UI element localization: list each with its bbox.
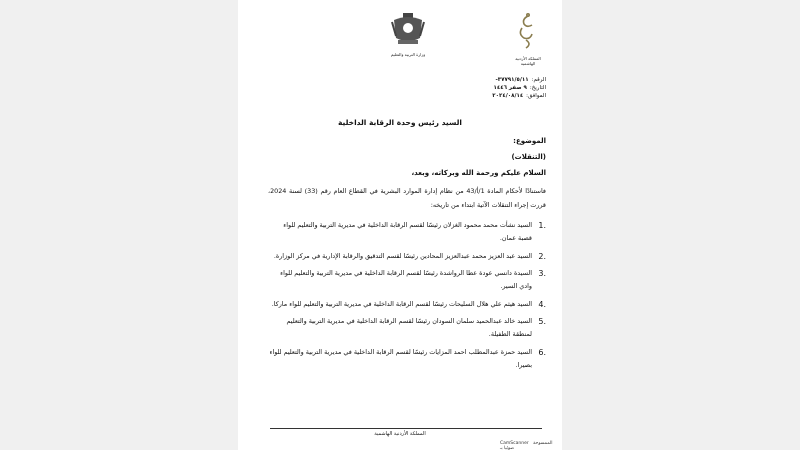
- item-text: السيد نشأت محمد محمود الغزلان رئيسًا لقسم الرقابة الداخلية في مديرية التربية والتعليم للواء قصبة عمان.: [283, 221, 532, 242]
- item-number: .5: [538, 317, 546, 326]
- item-number: .1: [538, 221, 546, 230]
- item-number: .2: [538, 251, 546, 261]
- scanner-arabic: الممسوحة ضوئيا بـ: [500, 441, 553, 450]
- logo-caption: المملكة الأردنية الهاشمية: [515, 56, 541, 66]
- list-item: [268, 298, 546, 311]
- list-item: [268, 219, 546, 245]
- ref-number-value: ٣٧٧٩١/٥/١١-: [495, 77, 529, 83]
- item-number: .3: [538, 269, 546, 278]
- coat-of-arms: [386, 10, 430, 60]
- scanner-label: CamScanner: [500, 441, 529, 446]
- item-number: .6: [538, 347, 546, 357]
- ref-corresponding-row: [436, 92, 546, 100]
- ref-corresponding-label: الموافق:: [526, 93, 546, 99]
- item-number: .4: [538, 299, 546, 309]
- ref-date-label: التاريخ:: [529, 85, 546, 91]
- document-page: [238, 0, 562, 450]
- subject: (التنقلات): [511, 153, 546, 161]
- reference-block: [436, 76, 546, 100]
- item-text: السيد حمزة عبدالمطلب احمد المزايات رئيسًا لقسم الرقابة الداخلية في مديرية التربية والتعليم للواء بصيرا.: [269, 347, 532, 369]
- greeting: السلام عليكم ورحمة الله وبركاته، وبعد،: [411, 169, 546, 177]
- scanner-watermark: [500, 441, 562, 450]
- transfer-list: [268, 219, 546, 376]
- ref-date-gregorian: ٢٠٢٤/٠٨/١٤: [492, 93, 524, 99]
- intro-paragraph: فاستنادًا لأحكام المادة 1/أ/43 من نظام إدارة الموارد البشرية في القطاع العام رقم (33) لسنة 2024، قررت إجراء التنقلات الآتية ابتداء من تاريخه:: [268, 187, 546, 209]
- ref-number-label: الرقم:: [531, 77, 546, 83]
- ministry-name: وزارة التربية والتعليم: [390, 52, 426, 57]
- ref-number-row: [436, 76, 546, 84]
- subject-label: الموضوع:: [513, 137, 546, 145]
- addressee: السيد رئيس وحدة الرقابة الداخلية: [338, 118, 462, 127]
- ref-date-row: [436, 84, 546, 92]
- coat-of-arms-icon: [386, 10, 430, 48]
- crown-emblem-icon: [508, 12, 548, 52]
- list-item: [268, 346, 546, 372]
- list-item: [268, 250, 546, 263]
- item-text: السيد عبد العزيز محمد عبدالعزيز المحادين رئيسًا لقسم التدقيق والرقابة الإدارية في مركز الوزارة.: [273, 251, 532, 260]
- item-text: السيدة دانسي عودة عطا الرواشدة رئيسًا لقسم الرقابة الداخلية في مديرية التربية والتعليم للواء وادي السير.: [280, 269, 532, 290]
- footer-divider: [270, 428, 542, 429]
- royal-logo: [508, 12, 548, 66]
- item-text: السيد خالد عبدالحميد سلمان السودان رئيسًا لقسم الرقابة الداخلية في مديرية التربية والتعليم لمنطقة الطفيلة.: [286, 317, 532, 338]
- ref-date-hijri: ٩ صفر ١٤٤٦: [493, 85, 527, 91]
- item-text: السيد هيثم علي هلال السليحات رئيسًا لقسم الرقابة الداخلية في مديرية التربية والتعليم للواء ماركا.: [271, 299, 532, 308]
- list-item: [268, 267, 546, 293]
- list-item: [268, 315, 546, 341]
- footer-text: المملكة الأردنية الهاشمية: [374, 431, 426, 437]
